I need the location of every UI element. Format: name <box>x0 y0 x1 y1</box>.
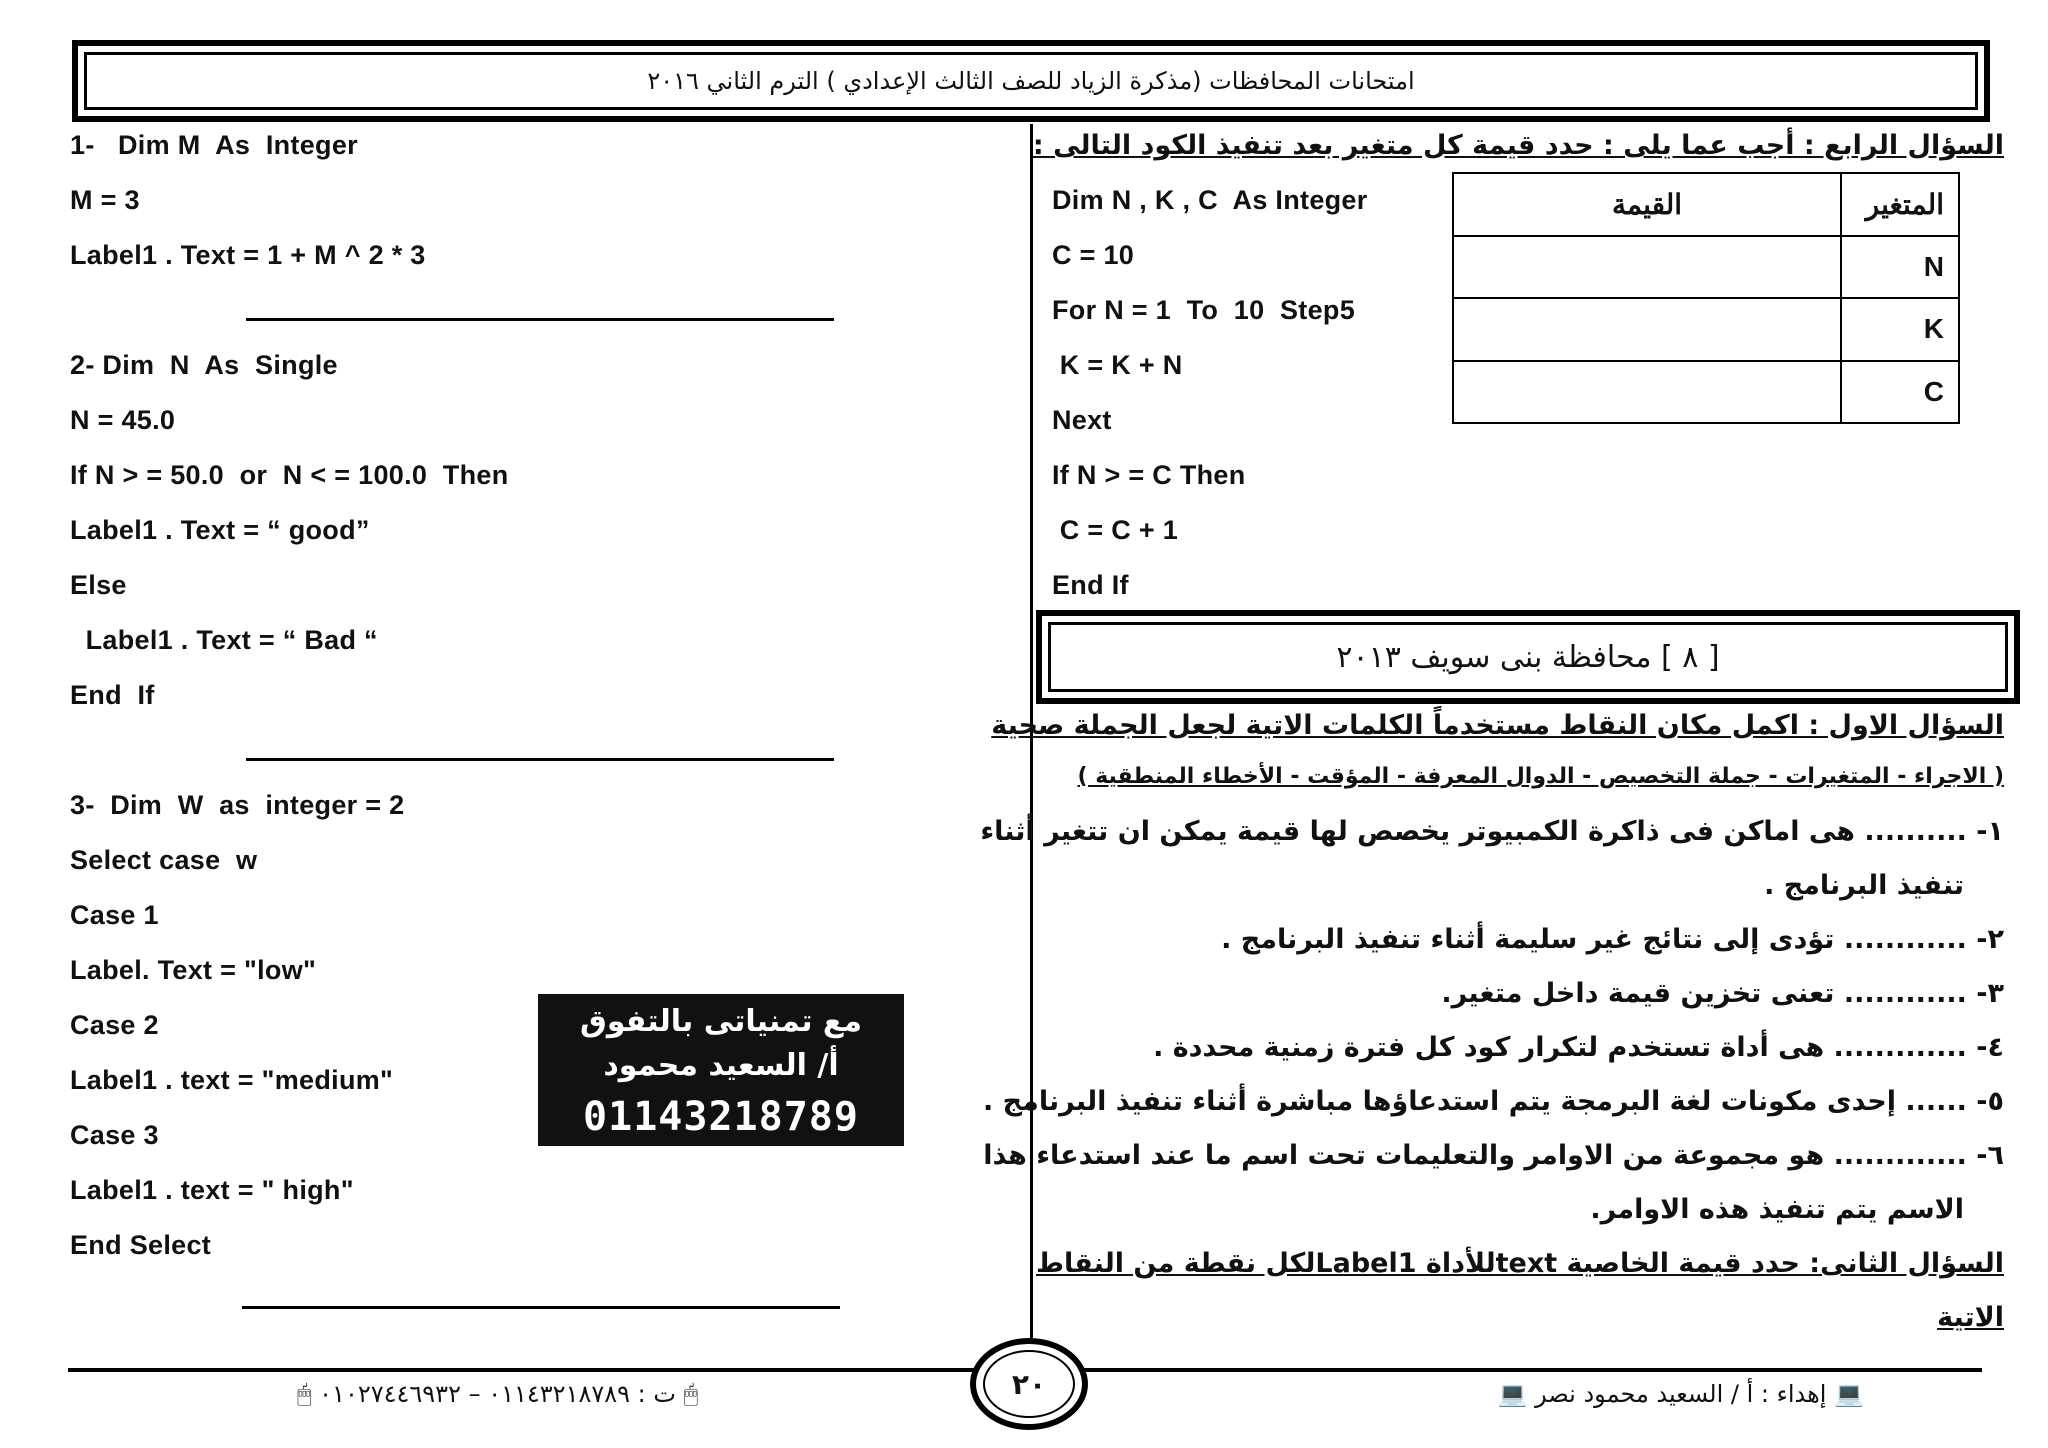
code-line: If N > = C Then <box>1052 460 1246 490</box>
table-cell-value[interactable] <box>1453 236 1841 299</box>
variables-table <box>1452 172 1960 424</box>
separator-line <box>246 318 834 321</box>
code-line: Case 1 <box>70 900 159 930</box>
governorate-title: [ ٨ ] محافظة بنى سويف ٢٠١٣ <box>1048 622 2008 692</box>
table-cell-value[interactable] <box>1453 298 1841 361</box>
promo-phone: 01143218789 <box>583 1094 859 1140</box>
code-line: End If <box>1052 570 1129 600</box>
table-header-row <box>1453 173 1959 236</box>
question-2-title-cont: الاتية <box>1937 1302 2004 1333</box>
question-2-title: السؤال الثانى: حدد قيمة الخاصية textللأداة Label1لكل نقطة من النقاط <box>1035 1248 2004 1279</box>
table-row <box>1453 236 1959 299</box>
code-line: Dim N , K , C As Integer <box>1052 185 1368 215</box>
table-cell-value[interactable] <box>1453 361 1841 424</box>
footer-author <box>1498 1380 1864 1408</box>
table-header-variable: المتغير <box>1841 173 1959 236</box>
mouse-icon: 🖱 <box>297 1380 312 1408</box>
question-1-title: السؤال الاول : اكمل مكان النقاط مستخدماً الكلمات الاتية لجعل الجملة صحية <box>991 710 2004 741</box>
footer-phones-text: ت : ٠١١٤٣٢١٨٧٨٩ – ٠١٠٢٧٤٤٦٩٣٢ <box>319 1380 676 1408</box>
list-item: ٦- ............. هو مجموعة من الاوامر والتعليمات تحت اسم ما عند استدعاء هذا <box>983 1140 2004 1171</box>
code-line: Label1 . Text = “ Bad “ <box>70 625 378 655</box>
code-line: End If <box>70 680 155 710</box>
code-line: Select case w <box>70 845 258 875</box>
code-line: Label1 . Text = 1 + M ^ 2 * 3 <box>70 240 426 270</box>
table-cell-variable: C <box>1841 361 1959 424</box>
table-row <box>1453 298 1959 361</box>
promo-wish-text: مع تمنياتى بالتفوق <box>580 1004 862 1039</box>
list-item: تنفيذ البرنامج . <box>1764 870 1964 901</box>
code-line: Case 2 <box>70 1010 159 1040</box>
footer-phones <box>297 1380 698 1408</box>
code-line: N = 45.0 <box>70 405 176 435</box>
separator-line <box>242 1306 840 1309</box>
code-line: Label. Text = "low" <box>70 955 317 985</box>
mouse-icon: 🖱 <box>683 1380 698 1408</box>
code-line: 1- Dim M As Integer <box>70 130 358 160</box>
code-line: Case 3 <box>70 1120 159 1150</box>
list-item: ١- .......... هى اماكن فى ذاكرة الكمبيوتر يخصص لها قيمة يمكن ان تتغير أثناء <box>980 816 2004 847</box>
page-title: امتحانات المحافظات (مذكرة الزياد للصف الثالث الإعدادي ) الترم الثاني ٢٠١٦ <box>84 52 1978 110</box>
code-line: End Select <box>70 1230 212 1260</box>
list-item: ٣- ............ تعنى تخزين قيمة داخل متغير. <box>1441 978 2004 1009</box>
code-line: For N = 1 To 10 Step5 <box>1052 295 1356 325</box>
code-line: Else <box>70 570 127 600</box>
table-header-value: القيمة <box>1453 173 1841 236</box>
table-cell-variable: N <box>1841 236 1959 299</box>
header-frame <box>72 40 1990 122</box>
laptop-icon: 💻 <box>1834 1380 1864 1408</box>
list-item: ٤- ............. هى أداة تستخدم لتكرار كود كل فترة زمنية محددة . <box>1153 1032 2004 1063</box>
code-line: 2- Dim N As Single <box>70 350 338 380</box>
word-bank: ( الاجراء - المتغيرات - جملة التخصيص - الدوال المعرفة - المؤقت - الأخطاء المنطقية ) <box>1077 764 2004 789</box>
code-line: K = K + N <box>1052 350 1183 380</box>
code-line: C = C + 1 <box>1052 515 1179 545</box>
promo-banner <box>538 994 904 1146</box>
page-number: ٢٠ <box>983 1350 1075 1418</box>
governorate-frame <box>1036 610 2020 704</box>
table-row <box>1453 361 1959 424</box>
list-item: الاسم يتم تنفيذ هذه الاوامر. <box>1590 1194 1964 1225</box>
code-line: Label1 . text = "medium" <box>70 1065 394 1095</box>
promo-author-text: أ/ السعيد محمود <box>603 1048 839 1083</box>
list-item: ٢- ............ تؤدى إلى نتائج غير سليمة أثناء تنفيذ البرنامج . <box>1221 924 2004 955</box>
laptop-icon: 💻 <box>1497 1380 1528 1408</box>
code-line: Label1 . text = " high" <box>70 1175 354 1205</box>
question-4-title: السؤال الرابع : أجب عما يلى : حدد قيمة كل متغير بعد تنفيذ الكود التالى : <box>1032 130 2004 161</box>
code-line: C = 10 <box>1052 240 1135 270</box>
code-line: 3- Dim W as integer = 2 <box>70 790 405 820</box>
page-number-badge <box>970 1338 1088 1430</box>
code-line: Label1 . Text = “ good” <box>70 515 370 545</box>
code-line: Next <box>1052 405 1112 435</box>
code-line: M = 3 <box>70 185 140 215</box>
list-item: ٥- ...... إحدى مكونات لغة البرمجة يتم استدعاؤها مباشرة أثناء تنفيذ البرنامج . <box>983 1086 2004 1117</box>
table-cell-variable: K <box>1841 298 1959 361</box>
separator-line <box>246 758 834 761</box>
code-line: If N > = 50.0 or N < = 100.0 Then <box>70 460 509 490</box>
footer-author-text: إهداء : أ / السعيد محمود نصر <box>1535 1380 1827 1408</box>
